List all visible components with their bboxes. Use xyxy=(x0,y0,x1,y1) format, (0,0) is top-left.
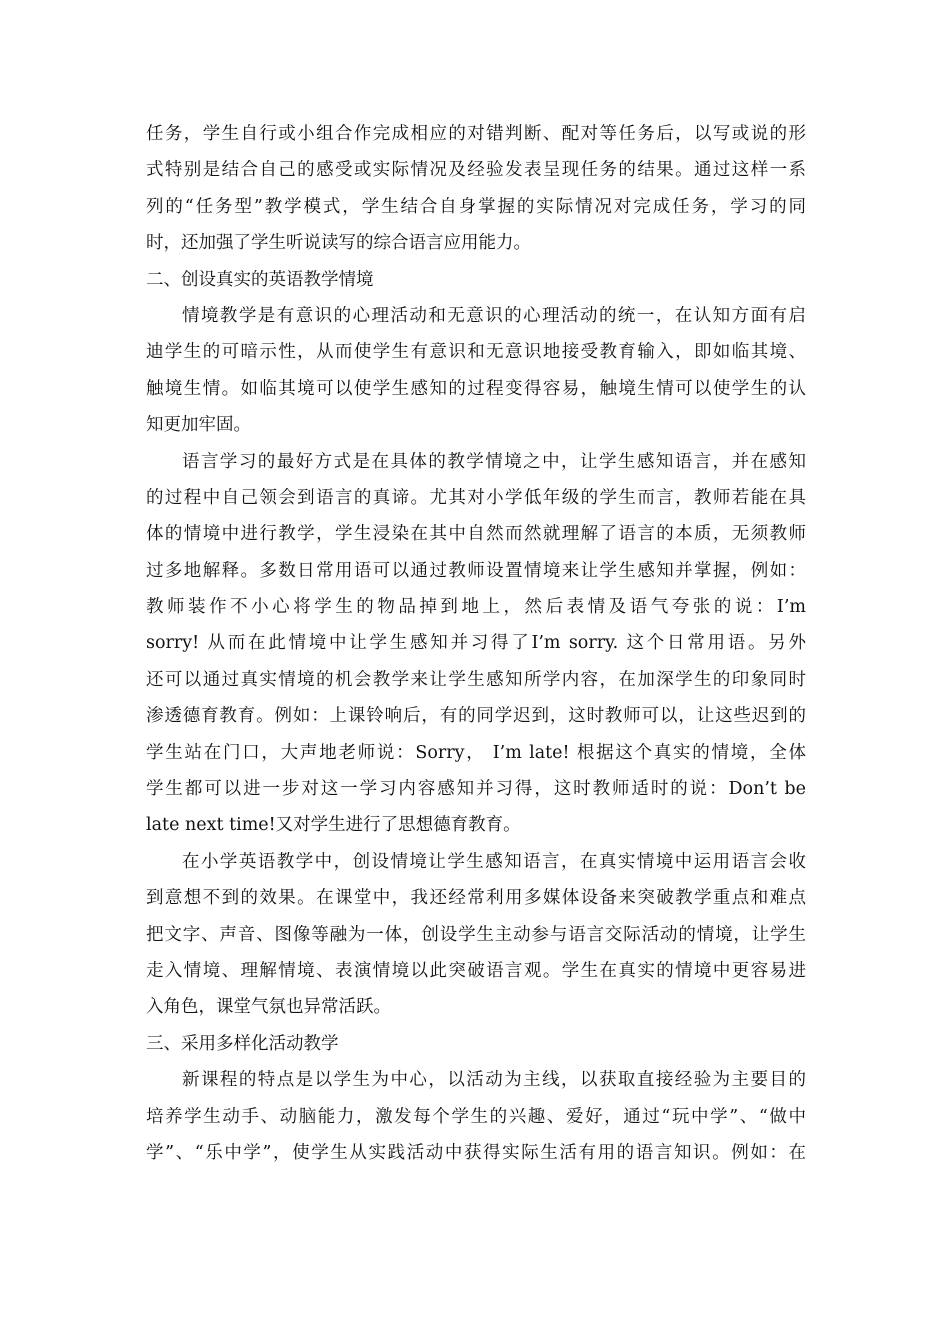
text-line: 列的“任务型”教学模式，学生结合自身掌握的实际情况对完成任务，学习的同 xyxy=(146,196,806,217)
text-line: 学生都可以进一步对这一学习内容感知并习得，这时教师适时的说：Don’t be xyxy=(146,779,806,800)
heading-text: 三、采用多样化活动教学 xyxy=(146,1033,339,1054)
text-line: 触境生情。如临其境可以使学生感知的过程变得容易，触境生情可以使学生的认 xyxy=(146,378,806,399)
text-line: 的过程中自己领会到语言的真谛。尤其对小学低年级的学生而言，教师若能在具 xyxy=(146,487,806,508)
text-line: 情境教学是有意识的心理活动和无意识的心理活动的统一，在认知方面有启 xyxy=(182,305,806,326)
text-line: 入角色，课堂气氛也异常活跃。 xyxy=(146,997,391,1018)
heading-text: 二、创设真实的英语教学情境 xyxy=(146,269,374,290)
text-line: 任务，学生自行或小组合作完成相应的对错判断、配对等任务后，以写或说的形 xyxy=(146,124,806,144)
text-line: 迪学生的可暗示性，从而使学生有意识和无意识地接受教育输入，即如临其境、 xyxy=(146,342,806,363)
paragraph xyxy=(146,444,806,844)
paragraph xyxy=(146,844,806,1026)
text-line: 还可以通过真实情境的机会教学来让学生感知所学内容，在加深学生的印象同时 xyxy=(146,669,806,690)
paragraph xyxy=(146,116,806,262)
paragraph xyxy=(146,1062,806,1171)
text-line: 培养学生动手、动脑能力，激发每个学生的兴趣、爱好，通过“玩中学”、“做中 xyxy=(146,1106,806,1127)
paragraph xyxy=(146,298,806,444)
text-line: 教师装作不小心将学生的物品掉到地上，然后表情及语气夸张的说：I’m xyxy=(146,597,806,618)
text-line: sorry! 从而在此情境中让学生感知并习得了I’m sorry. 这个日常用语。另外 xyxy=(146,633,806,654)
document-page xyxy=(146,116,806,1171)
text-line: 体的情境中进行教学，学生浸染在其中自然而然就理解了语言的本质，无须教师 xyxy=(146,524,806,545)
text-line: 在小学英语教学中，创设情境让学生感知语言，在真实情境中运用语言会收 xyxy=(182,851,806,872)
text-line: 学”、“乐中学”，使学生从实践活动中获得实际生活有用的语言知识。例如：在 xyxy=(146,1142,806,1163)
text-line: 时，还加强了学生听说读写的综合语言应用能力。 xyxy=(146,233,531,254)
text-line: 渗透德育教育。例如：上课铃响后，有的同学迟到，这时教师可以，让这些迟到的 xyxy=(146,706,806,727)
section-heading xyxy=(146,262,806,298)
text-line: 新课程的特点是以学生为中心，以活动为主线，以获取直接经验为主要目的 xyxy=(182,1070,806,1091)
text-line: 走入情境、理解情境、表演情境以此突破语言观。学生在真实的情境中更容易进 xyxy=(146,960,806,981)
text-line: 学生站在门口，大声地老师说：Sorry， I’m late! 根据这个真实的情境，全体 xyxy=(146,742,806,763)
text-line: 把文字、声音、图像等融为一体，创设学生主动参与语言交际活动的情境，让学生 xyxy=(146,924,806,945)
text-line: 知更加牢固。 xyxy=(146,415,251,436)
text-line: 过多地解释。多数日常用语可以通过教师设置情境来让学生感知并掌握，例如： xyxy=(146,560,806,581)
text-line: 到意想不到的效果。在课堂中，我还经常利用多媒体设备来突破教学重点和难点 xyxy=(146,888,806,909)
section-heading xyxy=(146,1026,806,1062)
text-line: 语言学习的最好方式是在具体的教学情境之中，让学生感知语言，并在感知 xyxy=(182,451,806,472)
text-line: 式特别是结合自己的感受或实际情况及经验发表呈现任务的结果。通过这样一系 xyxy=(146,160,806,181)
text-line: late next time!又对学生进行了思想德育教育。 xyxy=(146,815,521,836)
